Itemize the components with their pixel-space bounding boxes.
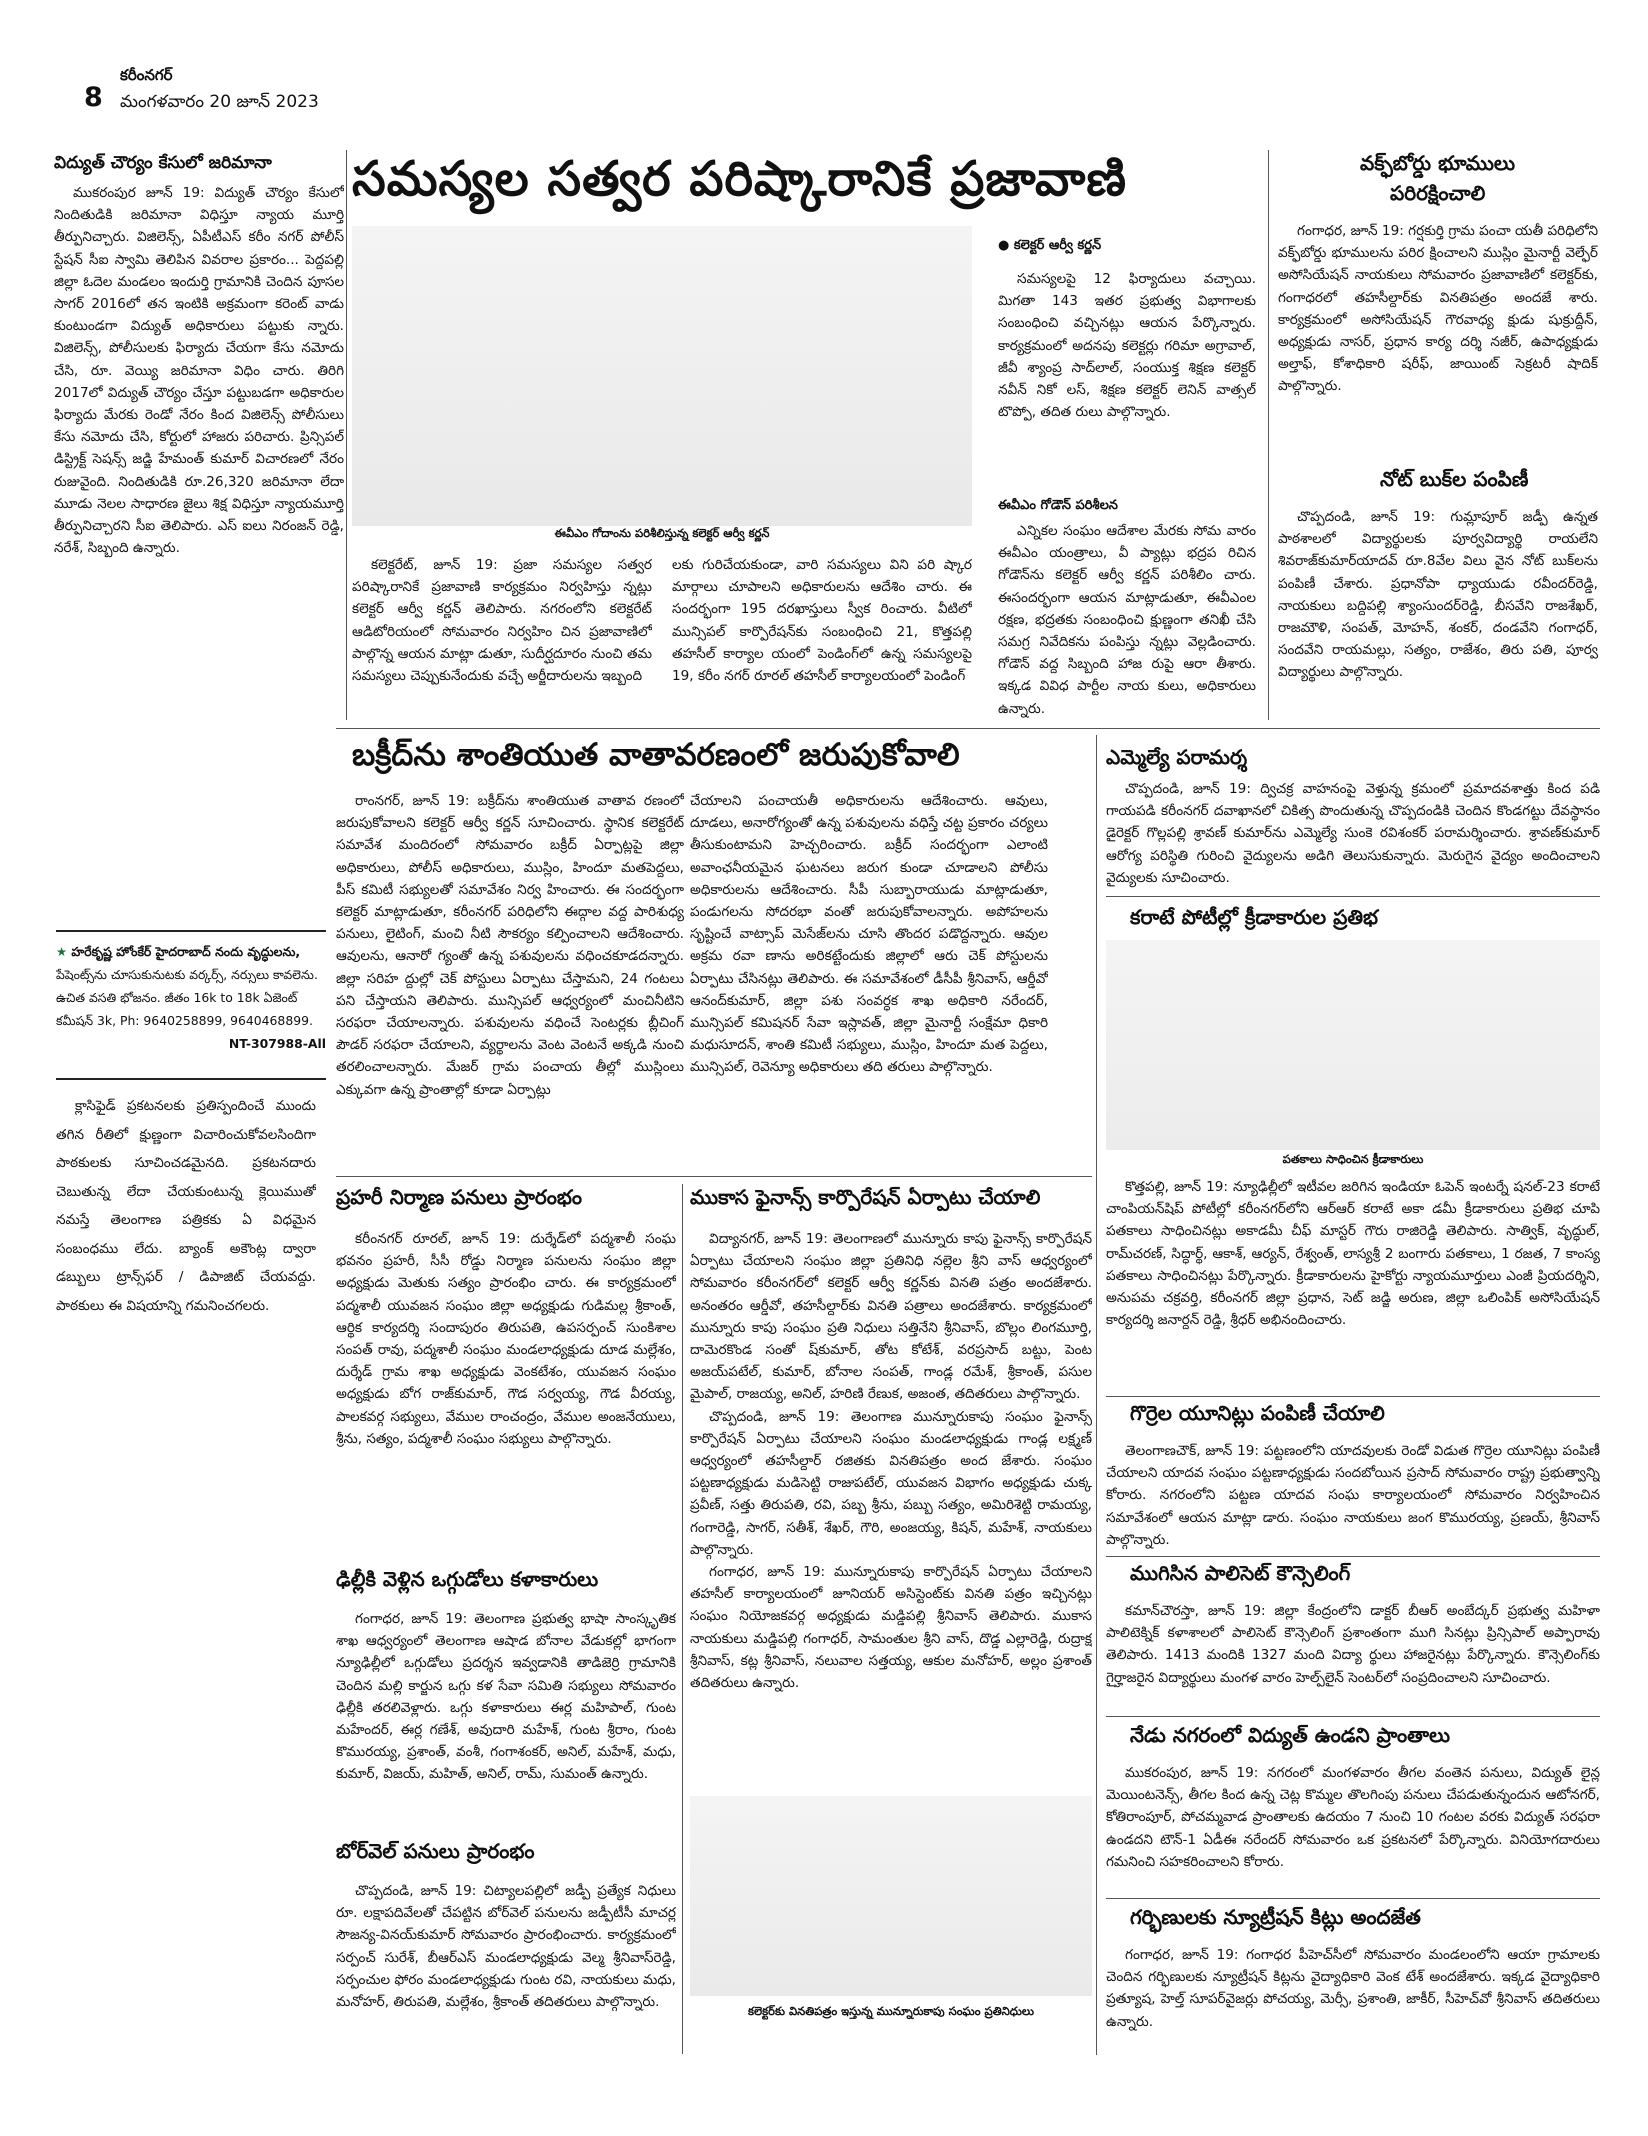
delhi-body: గంగాధర, జూన్ 19: తెలంగాణ ప్రభుత్వ భాషా సాంస్కృతిక శాఖ ఆధ్వర్యంలో తెలంగాణ ఆషాడ బోనాల వేడుకల్లో భాగంగా న్యూఢిల్లీలో ఒగ్గుడోలు ప్రదర్శన ఇవ్వడానికి తాడిజెర్రి గ్రామానికి చెందిన మల్లి కార్జున ఒగ్గు కళ సేవా సమితి సభ్యులు సోమవారం ఢిల్లీకి తరలివెళ్లారు. ఒగ్గు కళాకారులు ఈర్ల మహిపాల్, గుంట మహేందర్, ఈర్ల గణేశ్, అవుదారి మహేశ్, గుంట శ్రీరాం, గుంట కొమురయ్య, ప్రశాంత్, వంశీ, గంగాశంకర్, అనిల్, మహేశ్, మధు, కుమార్, విజయ్, మహిత్, అనిల్, రామ్, సుమంత్ ఉన్నారు. <box>336 1611 676 1783</box>
karate-title: కరాటే పోటీల్లో క్రీడాకారుల ప్రతిభ <box>1130 905 1379 929</box>
mla-body: చొప్పదండి, జూన్ 19: ద్విచక్ర వాహనంపై వెళ్తున్న క్రమంలో ప్రమాదవశాత్తు కింద పడి గాయపడి కరీంనగర్ దవాఖానలో చికిత్స పొందుతున్న చొప్పదండికి చెందిన కొండగట్టు దేవస్థానం డైరెక్టర్ గొల్లపల్లి శ్రావణ్ కుమార్‌ను ఎమ్మెల్యే సుంకె రవిశంకర్ పరామర్శించారు. శ్రావణ్‌కుమార్ ఆరోగ్య పరిస్థితి గురించి వైద్యులను అడిగి తెలుసుకున్నారు. మెరుగైన వైద్యం అందించాలని వైద్యులకు సూచించారు. <box>1106 781 1600 886</box>
divider-under-karate <box>1106 1396 1600 1397</box>
evm-photo-caption: ఈవీఎం గోదాంను పరిశీలిస్తున్న కలెక్టర్ ఆర్వీ కర్ణన్ <box>554 526 770 540</box>
divider-under-goats <box>1106 1556 1600 1557</box>
borewell-body: చొప్పదండి, జూన్ 19: చిట్యాలపల్లిలో జడ్పీ ప్రత్యేక నిధులు రూ. లక్షాపదివేలతో చేపట్టిన బోర్‌వెల్ పనులను జడ్పీటీసీ మాచర్ల సౌజన్య-వినయ్‌కుమార్ సోమవారం ప్రారంభించారు. కార్యక్రమంలో సర్పంచ్ సురేశ్, బీఆర్‌ఎస్ మండలాధ్యక్షుడు వెల్మ శ్రీనివాస్‌రెడ్డి, సర్పంచుల ఫోరం మండలాధ్యక్షుడు గుంట రవి, నాయకులు మధు, మనోహర్, తిరుపతి, మల్లేశం, శ్రీకాంత్ తదితరులు పాల్గొన్నారు. <box>336 1883 676 2011</box>
power-body: ముకరంపుర, జూన్ 19: నగరంలో మంగళవారం తీగల వంతెన పనులు, విద్యుత్ లైన్ల మెయింటనెన్స్, తీగల కింద ఉన్న చెట్ల కొమ్మల తొలగింపు పనులు చేపడుతున్నందున ఆటోనగర్, కోతిరాంపూర్, పోచమ్మవాడ ప్రాంతాలకు ఉదయం 7 నుంచి 10 గంటల వరకు విద్యుత్ సరఫరా ఉండదని టౌన్-1 ఏడీఈ నరేందర్ సోమవారం ఒక ప్రకటనలో పేర్కొన్నారు. వినియోగదారులు గమనించి సహకరించాలని కోరారు. <box>1106 1765 1600 1870</box>
theft-article-body: ముకరంపుర జూన్ 19: విద్యుత్ చౌర్యం కేసులో నిందితుడికి జరిమానా విధిస్తూ న్యాయ మూర్తి తీర్పునిచ్చారు. విజిలెన్స్, ఏపీటీఎస్ కరీం నగర్ పోలీస్ స్టేషన్ సీఐ స్వామి తెలిపిన వివరాల ప్రకారం... పెద్దపల్లి జిల్లా ఓదెల మండలం ఇందుర్తి గ్రామానికి చెందిన పూసల సాగర్ 2016లో తన ఇంటికి అక్రమంగా కరెంట్ వాడు కుంటుండగా విద్యుత్ అధికారులు పట్టుకు న్నారు. విజిలెన్స్, పోలీసులకు ఫిర్యాదు చేయగా కేసు నమోదు చేసి, రూ. వెయ్యి జరిమానా విధిం చారు. తిరిగి 2017లో విద్యుత్ చౌర్యం చేస్తూ పట్టుబడగా అధికారుల ఫిర్యాదు మేరకు రెండో నేరం కింద విజిలెన్స్ పోలీసులు కేసు నమోదు చేసి, కోర్టులో హాజరు పరిచారు. ప్రిన్సిపల్ డిస్ట్రిక్ట్ సెషన్స్ జడ్జి హేమంత్ కుమార్ విచారణలో నేరం రుజువైంది. నిందితుడికి రూ.26,320 జరిమానా లేదా మూడు నెలల సాధారణ జైలు శిక్ష విధిస్తూ న్యాయమూర్తి తీర్పునిచ్చారని సీఐ తెలిపారు. ఎస్ ఐలు నిరంజన్ రెడ్డి, నరేశ్, సిబ్బంది ఉన్నారు. <box>54 185 344 557</box>
karate-caption: పతకాలు సాధించిన క్రీడాకారులు <box>1282 1152 1424 1166</box>
divider-under-main <box>336 728 1600 729</box>
divider-prahari-mukasa <box>682 1184 683 2054</box>
polycet-title: ముగిసిన పాలిసెట్ కౌన్సెలింగ్ <box>1130 1561 1351 1585</box>
divider-left-col <box>346 150 347 720</box>
waqf-title-line1: వక్ఫ్‌బోర్డు భూములు <box>1360 151 1515 175</box>
divider-classified-top <box>56 930 326 932</box>
divider-classified-bottom <box>56 1078 326 1080</box>
goats-body: తెలంగాణచౌక్, జూన్ 19: పట్టణంలోని యాదవులకు రెండో విడుత గొర్రెల యూనిట్లు పంపిణీ చేయాలని యాదవ సంఘం పట్టణాధ్యక్షుడు సందబోయిన ప్రసాద్ సోమవారం రాష్ట్ర ప్రభుత్వాన్ని కోరారు. నగరంలోని పట్టణ యాదవ సంఘ కార్యాలయంలో సోమవారం నిర్వహించిన సమావేశంలో ఆయన మాట్లా డారు. సంఘం నాయకులు జంగ కొమురయ్య, ప్రణయ్, శ్రీనివాస్ పాల్గొన్నారు. <box>1106 1443 1600 1548</box>
divider-under-polycet <box>1106 1716 1600 1717</box>
bakrid-headline: బక్రీద్‌ను శాంతియుత వాతావరణంలో జరుపుకోవాలి <box>352 737 960 773</box>
divider-bakrid-right <box>1096 735 1097 2055</box>
bullet-icon: ● <box>998 238 1014 253</box>
classified-notice: క్లాసిఫైడ్ ప్రకటనలకు ప్రతిస్పందించే ముందు తగిన రీతిలో క్షుణ్ణంగా విచారించుకోవలసిందిగా పాఠకులకు సూచించడమైనది. ప్రకటనదారు చెబుతున్న లేదా చేయకుంటున్న క్లెయిముతో నమస్తే తెలంగాణ పత్రికకు ఏ విధమైన సంబంధము లేదు. బ్యాంక్ అకౌంట్ల ద్వారా డబ్బులు ట్రాన్స్‌ఫర్ / డిపాజిట్ చేయవద్దు. పాఠకులు ఈ విషయాన్ని గమనించగలరు. <box>56 1098 316 1314</box>
borewell-title: బోర్‌వెల్ పనులు ప్రారంభం <box>336 1839 535 1863</box>
prahari-body: కరీంనగర్ రూరల్, జూన్ 19: దుర్శేడ్‌లో పద్మశాలీ సంఘ భవనం ప్రహరీ, సీసీ రోడ్డు నిర్మాణ పనులను సంఘం జిల్లా అధ్యక్షుడు మెతుకు సత్యం ప్రారంభిం చారు. ఈ కార్యక్రమంలో పద్మశాలీ యువజన సంఘం జిల్లా అధ్యక్షుడు గుడిమల్ల శ్రీకాంత్, ఆర్థిక కార్యదర్శి సందాపురం తిరుపతి, ఉపసర్పంచ్ సుంకిశాల సంపత్ రావు, పద్మశాలీ సంఘం మండలాధ్యక్షుడు దూడ మల్లేశం, దుర్శేడ్ గ్రామ శాఖ అధ్యక్షుడు వెంకటేశం, యువజన సంఘం అధ్యక్షుడు బోగ రాజ్‌కుమార్, గౌడ సర్వయ్య, గౌడ వీరయ్య, పాలకవర్గ సభ్యులు, వేముల రాంచంద్రం, వేముల అంజనేయులు, శ్రీను, సత్యం, పద్మశాలీ సంఘం సభ్యులు పాల్గొన్నారు. <box>336 1231 676 1447</box>
goats-title: గొర్రెల యూనిట్లు పంపిణీ చేయాలి <box>1130 1401 1385 1425</box>
karate-body: కొత్తపల్లి, జూన్ 19: న్యూఢిల్లీలో ఇటీవల జరిగిన ఇండియా ఓపెన్ ఇంటర్నే షనల్-23 కరాటే చాంపియన్‌షిప్ పోటీల్లో కరీంనగర్‌లోని ఆర్‌ఆర్ కరాటే అకా డమీ క్రీడాకారులు ప్రతిభ చూపి పతకాలు సాధించినట్లు అకాడమీ చీఫ్ మాస్టర్ గౌరు రాజిరెడ్డి తెలిపారు. సాత్విక్, వృద్ధుల్, రామ్‌చరణ్, సిద్ధార్థ్, ఆకాశ్, ఆర్యన్, రేశ్వంత్, లాస్యశ్రీ 2 బంగారు పతకాలు, 1 రజత, 7 కాంస్య పతకాలు సాధించినట్లు పేర్కొన్నారు. క్రీడాకారులను హైకోర్టు న్యాయమూర్తులు ఎంజీ ప్రియదర్శిని, అనుపమ చక్రవర్తి, కరీంనగర్ జిల్లా ప్రధాన, సెట్ జడ్జి అరుణ, జిల్లా ఒలింపిక్ అసోసియేషన్ కార్యదర్శి జనార్దన్ రెడ్డి, శ్రీధర్ అభినందించారు. <box>1106 1179 1600 1329</box>
mukasa-title: ముకాస ఫైనాన్స్ కార్పొరేషన్ ఏర్పాటు చేయాలి <box>690 1185 1041 1209</box>
divider-under-mla <box>1106 896 1600 897</box>
issue-date: మంగళవారం 20 జూన్ 2023 <box>120 92 319 112</box>
page-number: 8 <box>84 82 103 113</box>
evm-godown-photo <box>352 226 972 526</box>
main-byline: ● కలెక్టర్ ఆర్వీ కర్ణన్ <box>998 238 1102 253</box>
edition-name: కరీంనగర్ <box>120 66 173 84</box>
main-col-right-top: సమస్యలపై 12 ఫిర్యాదులు వచ్చాయి. మిగతా 143 ఇతర ప్రభుత్వ విభాగాలకు సంబంధించి వచ్చినట్లు ఆయన పేర్కొన్నారు. కార్యక్రమంలో అదనపు కలెక్టర్లు గరిమా అగ్రావాల్, జీవీ శ్యాంప్ర సాద్‌లాల్, సంయుక్త శిక్షణ కలెక్టర్ నవీన్ నికో లస్, శిక్షణ కలెక్టర్ లెనిన్ వాత్సల్ టొప్పో, తదిత రులు పాల్గొన్నారు. <box>998 271 1256 421</box>
power-title: నేడు నగరంలో విద్యుత్ ఉండని ప్రాంతాలు <box>1130 1723 1451 1747</box>
nutrition-body: గంగాధర, జూన్ 19: గంగాధర పీహెచ్‌సీలో సోమవారం మండలంలోని ఆయా గ్రామాలకు చెందిన గర్భిణులకు న్యూట్రీషన్ కిట్లను వైద్యాధికారి వెంక టేశ్ అందజేశారు. ఇక్కడ వైద్యాధికారి ప్రత్యూష, హెల్త్ సూపర్‌వైజర్లు పోచయ్య, మెర్సీ, ప్రశాంతి, జాకీర్, సీహెచ్‌వో శ్రీనివాస్ తదితరులు ఉన్నారు. <box>1106 1947 1600 2030</box>
waqf-title-line2: పరిరక్షించాలి <box>1390 181 1486 205</box>
main-subheading: ఈవీఎం గోడౌన్ పరిశీలన <box>998 498 1118 513</box>
star-icon: ★ <box>56 944 72 959</box>
theft-article-title: విద్యుత్ చౌర్యం కేసులో జరిమానా <box>54 153 272 173</box>
bakrid-col1: రాంనగర్, జూన్ 19: బక్రీద్‌ను శాంతియుత వాతావ రణంలో జరుపుకోవాలని కలెక్టర్ ఆర్వీ కర్ణన్ సూచించారు. స్థానిక కలెక్టరేట్ సమావేశ మందిరంలో సోమవారం బక్రీద్ ఏర్పాట్లపై జిల్లా అధికారులు, పోలీస్ అధికారులు, ముస్లిం, హిందూ మతపెద్దలు, పీస్ కమిటీ సభ్యులతో సమావేశం నిర్వ హించారు. ఈ సందర్భంగా కలెక్టర్ మాట్లాడుతూ, కరీంనగర్ పరిధిలోని ఈద్గాల వద్ద పారిశుధ్య పనులు, లైటింగ్, మంచి నీటి సౌకర్యం కల్పించాలని ఆదేశించారు. ఆవులను, ఆనారో గ్యంతో ఉన్న పశువులను వధించకూడదన్నారు. జిల్లా సరిహ ద్దుల్లో చెక్ పోస్టులు ఏర్పాటు చేస్తామని, 24 గంటలు పని చేస్తాయని తెలిపారు. మున్సిపల్ ఆధ్వర్యంలో మంచినీటిని సరఫరా చేయాలన్నారు. పశువులను వధించే సెంటర్లకు బ్లీచింగ్ పౌడర్ సరఫరా చేయాలని, వ్యర్థాలను వెంట వెంటనే అక్కడి నుంచి తరలించాలన్నారు. మేజర్ గ్రామ పంచాయ తీల్లో ముస్లింలు ఎక్కువగా ఉన్న ప్రాంతాల్లో కూడా ఏర్పాట్లు <box>336 793 684 1098</box>
divider-under-power <box>1106 1898 1600 1899</box>
mukasa-photo <box>690 1796 1092 1996</box>
main-col-left: కలెక్టరేట్, జూన్ 19: ప్రజా సమస్యల సత్వర పరిష్కారానికే ప్రజావాణి కార్యక్రమం నిర్వహిస్తు న్నట్లు కలెక్టర్ ఆర్వీ కర్ణన్ తెలిపారు. నగరంలోని కలెక్టరేట్ ఆడిటోరియంలో సోమవారం నిర్వహిం చిన ప్రజావాణిలో పాల్గొన్న ఆయన మాట్లా డుతూ, సుదీర్ఘదూరం నుంచి తమ సమస్యలు చెప్పుకునేందుకు వచ్చే అర్జీదారులను ఇబ్బంది <box>352 557 652 685</box>
main-col-right-bottom: ఎన్నికల సంఘం ఆదేశాల మేరకు సోమ వారం ఈవీఎం యంత్రాలు, వీ ప్యాట్లు భద్రప రిచిన గోడౌన్‌ను కలెక్టర్ ఆర్వీ కర్ణన్ పరిశీలిం చారు. ఈసందర్భంగా ఆయన మాట్లాడుతూ, ఈవీఎంల రక్షణ, భద్రతకు సంబంధించి క్షుణ్ణంగా తనిఖీ చేసి సమగ్ర నివేదికను పంపిస్తు న్నట్లు వెల్లడించారు. గోడౌన్ వద్ద సిబ్బంది హాజ రుపై ఆరా తీశారు. ఇక్కడ వివిధ పార్టీల నాయ కులు, అధికారులు ఉన్నారు. <box>998 523 1256 717</box>
divider-right-col <box>1268 150 1269 720</box>
bakrid-col2: చేయాలని పంచాయతీ అధికారులను ఆదేశించారు. ఆవులు, దూడలు, అనారోగ్యంతో ఉన్న పశువులను వధిస్తే చట్ట ప్రకారం చర్యలు తీసుకుంటామని హెచ్చరించారు. బక్రీద్ సందర్భంగా ఎలాంటి అవాంఛనీయమైన ఘటనలు జరుగ కుండా చూడాలని పోలీసు అధికారులను ఆదేశించారు. సీపీ సుబ్బారాయుడు మాట్లాడుతూ, పండుగలను సోదరభా వంతో జరుపుకోవాలన్నారు. అపోహలను సృష్టించే వాట్సాప్ మెసేజ్‌లను చూసి తొందర పడొద్దన్నారు. ఆవుల అక్రమ రవా ణాను అరికట్టేందుకు జిల్లాలో ఆరు చెక్ పోస్టులను ఏర్పాటు చేసినట్లు తెలిపారు. ఈ సమావేశంలో డీసీపీ శ్రీనివాస్, ఆర్డీవో ఆనంద్‌కుమార్, జిల్లా పశు సంవర్ధక శాఖ అధికారి నరేందర్, మున్సిపల్ కమిషనర్ సేవా ఇస్లావత్, జిల్లా మైనార్టీ సంక్షేమా ధికారి మధుసూదన్, శాంతి కమిటీ సభ్యులు, ముస్లిం, హిందూ మత పెద్దలు, మున్సిపల్, రెవెన్యూ అధికారులు తది తరులు పాల్గొన్నారు. <box>690 793 1048 1076</box>
polycet-body: కమాన్‌చౌరస్తా, జూన్ 19: జిల్లా కేంద్రంలోని డాక్టర్ బీఆర్ అంబేద్కర్ ప్రభుత్వ మహిళా పాలిటెక్నిక్ కళాశాలలో పాలిసెట్ కౌన్సెలింగ్ ప్రశాంతంగా ముగి సినట్లు ప్రిన్సిపాల్ అప్పారావు తెలిపారు. 1413 మందికి 1327 మంది విద్యా ర్థులు హాజరైనట్లు పేర్కొన్నారు. కౌన్సెలింగ్‌కు గైర్హాజరైన విద్యార్థులు మంగళ వారం హెల్ప్‌లైన్ సెంటర్‌లో సంప్రదించాలని సూచించారు. <box>1106 1603 1600 1686</box>
mukasa-body: విద్యానగర్, జూన్ 19: తెలంగాణలో మున్నూరు కాపు ఫైనాన్స్ కార్పొరేషన్ ఏర్పాటు చేయాలని సంఘం జిల్లా ప్రతినిధి నల్లెల శ్రీని వాస్ ఆధ్వర్యంలో సోమవారం కరీంనగర్‌లో కలెక్టర్ ఆర్వీ కర్ణన్‌కు వినతి పత్రం అందజేశారు. అనంతరం ఆర్డీవో, తహసీల్దార్‌కు వినతి పత్రాలు అందజేశారు. కార్యక్రమంలో మున్నూరు కాపు సంఘం ప్రతి నిధులు సత్తినేని శ్రీనివాస్, బొల్లం లింగమూర్తి, దామెరకొండ సంతో ష్‌కుమార్, తోట కోటేశ్, వరప్రసాద్ బట్టు, పెంట అజయ్‌పటేల్, కుమార్, బోనాల సంపత్, గాండ్ల రమేశ్, శ్రీకాంత్, పసుల మైపాల్, రాజయ్య, అనిల్, హరిణి రేణుక, అజంత, తదితరులు పాల్గొన్నారు. చొప్పదండి, జూన్ 19: తెలంగాణ మున్నూరుకాపు సంఘం ఫైనాన్స్ కార్పొరేషన్ ఏర్పాటు చేయాలని సంఘం మండలాధ్యక్షుడు గాండ్ల లక్ష్మణ్ ఆధ్వర్యంలో తహసీల్దార్ రజితకు వినతిపత్రం అంద జేశారు. సంఘం పట్టణాధ్యక్షుడు మడిసెట్టి రాజుపటేల్, యువజన విభాగం అధ్యక్షుడు చుక్క ప్రవీణ్, సత్తు తిరుపతి, రవి, పబ్బ శ్రీను, పబ్బు సత్యం, అమిరిశెట్టి రామయ్య, గంగారెడ్డి, సాగర్, సతీశ్, శేఖర్, గౌరి, అంజయ్య, కిషన్, మహేశ్, నాయకులు పాల్గొన్నారు. గంగాధర, జూన్ 19: మున్నూరుకాపు కార్పొరేషన్ ఏర్పాటు చేయాలని తహసీల్ కార్యాలయంలో జూనియర్ అసిస్టెంట్‌కు వినతి పత్రం ఇచ్చినట్లు సంఘం నియోజకవర్గ అధ్యక్షుడు మడ్డిపల్లి శ్రీనివాస్ తెలిపారు. ముకాస నాయకులు మడ్డిపల్లి గంగాధర్, సామంతుల శ్రీని వాస్, దొడ్డ ఎల్లారెడ్డి, రుద్రాక్ష శ్రీనివాస్, కట్ల శ్రీనివాస్, నలువాల సత్తయ్య, ఆకుల మనోహర్, అల్లం ప్రశాంత్ తదితరులు ఉన్నారు. <box>690 1231 1092 1692</box>
waqf-body: గంగాధర, జూన్ 19: గర్షకుర్తి గ్రామ పంచా యతీ పరిధిలోని వక్ఫ్‌బోర్డు భూములను పరిర క్షించాలని ముస్లిం మైనార్టీ వెల్ఫేర్ అసోసియేషన్ నాయకులు సోమవారం ప్రజావాణిలో కలెక్టర్‌కు, గంగాధరలో తహసీల్దార్‌కు వినతిపత్రం అందజే శారు. కార్యక్రమంలో అసోసియేషన్ గౌరవాధ్య క్షుడు షుక్రుద్దీన్, అధ్యక్షుడు నాసర్, ప్రధాన కార్య దర్శి నజీర్, ఉపాధ్యక్షుడు అల్తాఫ్, కోశాధికారి షరీఫ్, జాయింట్ సెక్రటరీ షాదిక్ పాల్గొన్నారు. <box>1278 223 1598 395</box>
prahari-title: ప్రహరీ నిర్మాణ పనులు ప్రారంభం <box>336 1185 583 1209</box>
classified-ad: ★ హరేకృష్ణ హోంకేర్ హైదరాబాద్ నందు వృద్ధులను, పేషెంట్స్‌ను చూసుకునుటకు వర్కర్స్, నర్సులు కావలెను. ఉచిత వసతి భోజనం. జీతం 16k to 18k ఏజెంట్ కమీషన్ 3k, Ph: 9640258899, 9640468899. NT-307988-All <box>56 944 326 1051</box>
main-headline: సమస్యల సత్వర పరిష్కారానికే ప్రజావాణి <box>352 151 1128 207</box>
karate-photo <box>1106 940 1600 1150</box>
divider-above-prahari <box>336 1176 1092 1177</box>
nutrition-title: గర్భిణులకు న్యూట్రీషన్ కిట్లు అందజేత <box>1130 1905 1421 1929</box>
delhi-title: ఢిల్లీకి వెళ్లిన ఒగ్గుడోలు కళాకారులు <box>336 1567 599 1591</box>
mukasa-caption: కలెక్టర్‌కు వినతిపత్రం ఇస్తున్న మున్నూరుకాపు సంఘం ప్రతినిధులు <box>747 2004 1034 2018</box>
mla-title: ఎమ్మెల్యే పరామర్శ <box>1106 745 1248 769</box>
notebooks-title: నోట్ బుక్‌ల పంపిణీ <box>1380 467 1529 491</box>
notebooks-body: చొప్పదండి, జూన్ 19: గుమ్లాపూర్ జడ్పీ ఉన్నత పాఠశాలలో విద్యార్థులకు పూర్వవిద్యార్థి రాయలేని శివరాజ్‌కుమార్‌యాదవ్ రూ.8వేల విలు వైన నోట్ బుక్‌లను పంపిణీ చేశారు. ప్రధానోపా ధ్యాయుడు రవీందర్‌రెడ్డి, నాయకులు బద్దిపల్లి శ్యాంసుందర్‌రెడ్డి, బీసవేని రాజశేఖర్, రాజమౌళి, సంపత్, మోహన్, శంకర్, దండవేని గంగాధర్, సందవేని రాయమల్లు, సత్యం, రాజేశం, తిరు పతి, పూర్వ విద్యార్థులు పాల్గొన్నారు. <box>1278 509 1598 681</box>
main-col-mid: లకు గురిచేయకుండా, వారి సమస్యలు విని పరి ష్కార మార్గాలు చూపాలని అధికారులను ఆదేశిం చారు. ఈ సందర్భంగా 195 దరఖాస్తులు స్వీక రించారు. వీటిలో మున్సిపల్ కార్పొరేషన్‌కు సంబంధించి 21, కొత్తపల్లి తహసీల్ కార్యాల యంలో పెండింగ్‌లో ఉన్న సమస్యలపై 19, కరీం నగర్ రూరల్ తహసీల్ కార్యాలయంలో పెండింగ్ <box>672 557 972 685</box>
